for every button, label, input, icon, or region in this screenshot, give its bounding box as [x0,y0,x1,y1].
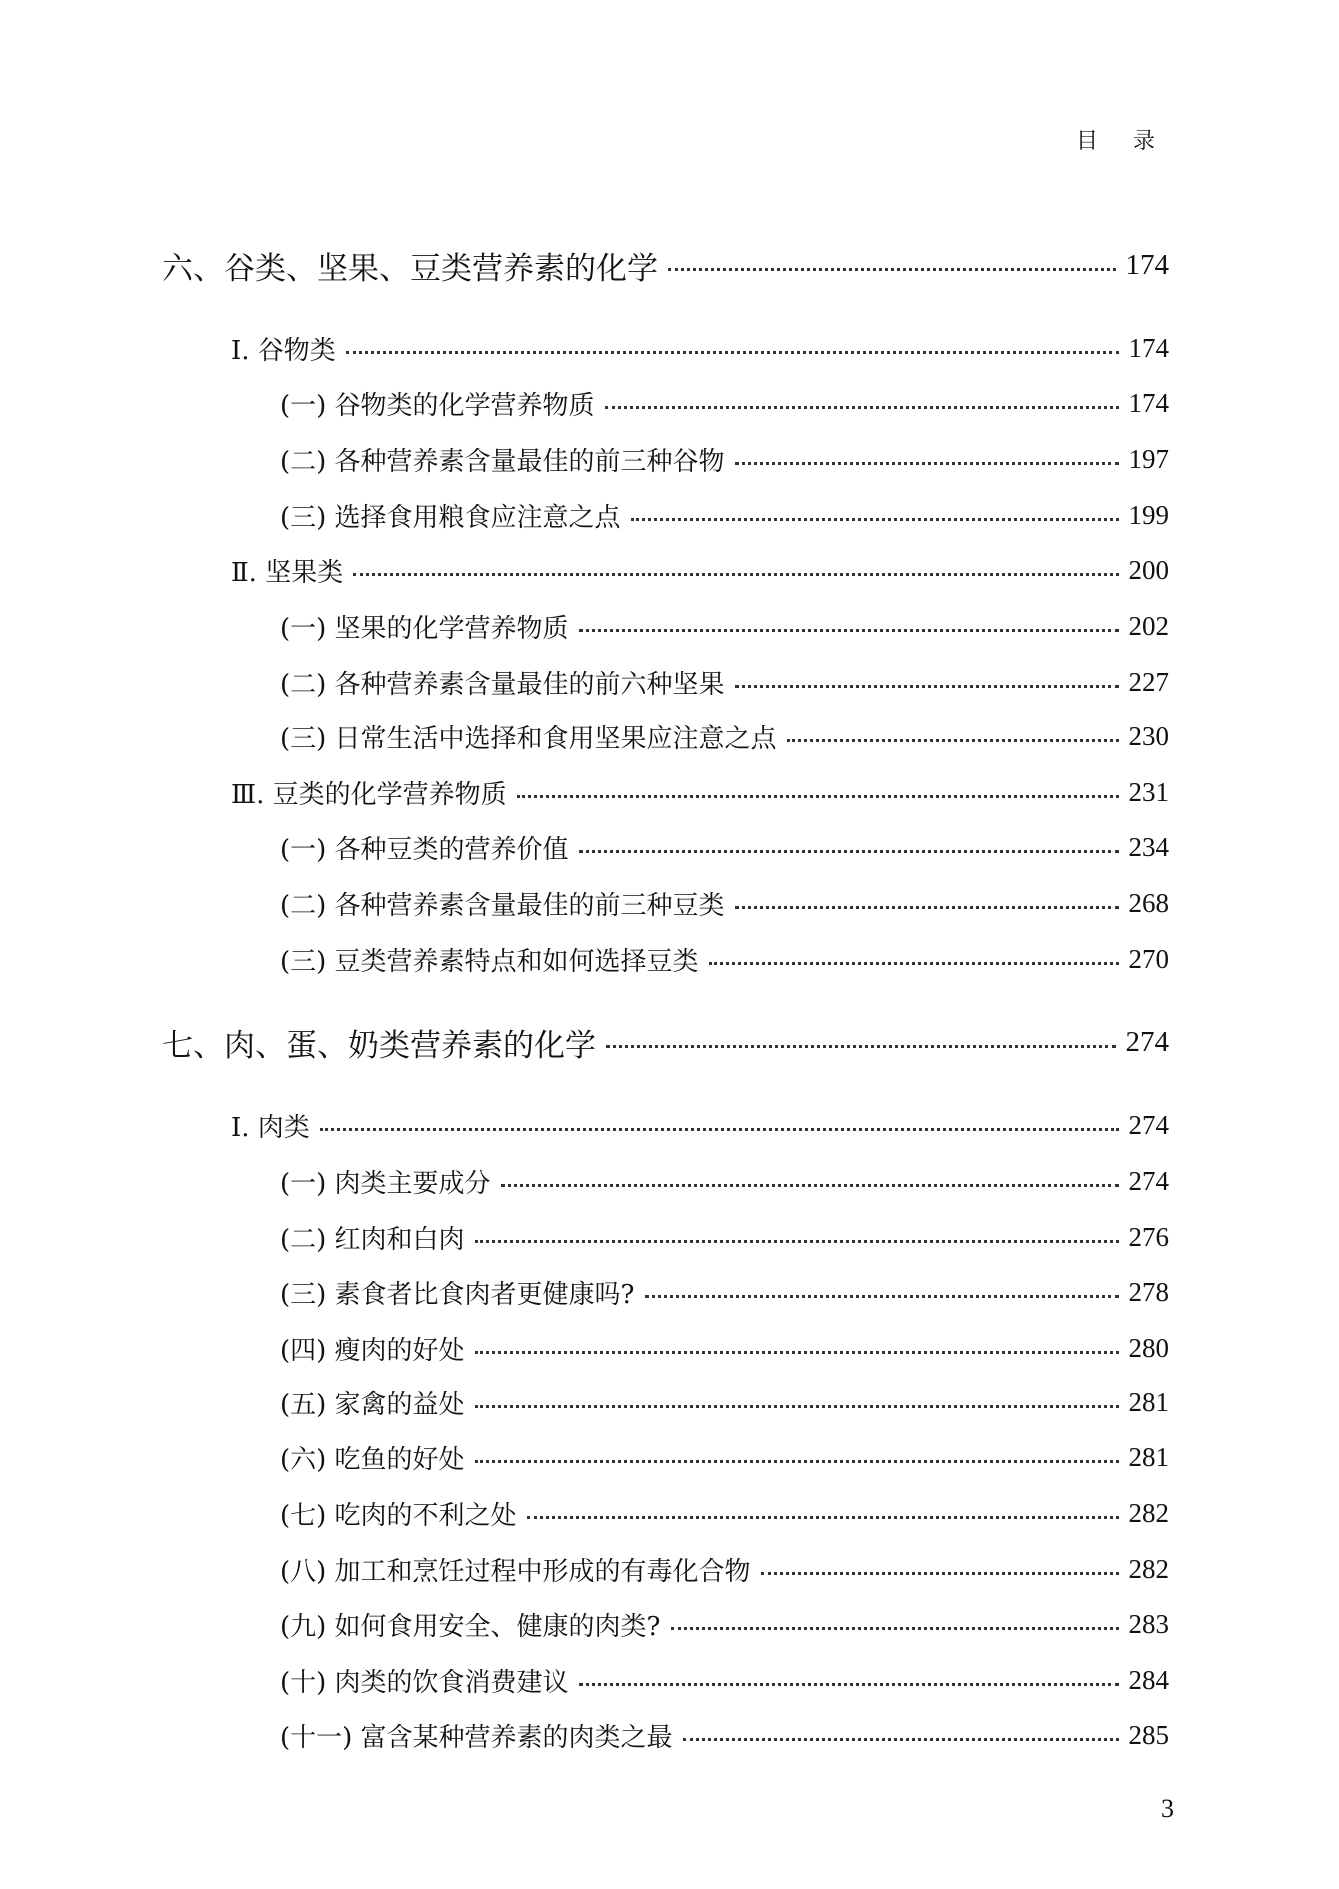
toc-subsection-entry[interactable] [280,662,1169,702]
dot-leader [735,906,1119,909]
toc-entry-page: 278 [1128,1276,1169,1307]
toc-subsection-entry[interactable] [280,1660,1169,1700]
toc-subsection-entry[interactable] [280,383,1169,423]
dot-leader [501,1184,1119,1187]
dot-leader [579,629,1119,632]
dot-leader [787,739,1119,742]
toc-entry-page: 197 [1128,443,1169,474]
toc-entry-title: (四) 瘦肉的好处 [280,1335,465,1366]
dot-leader [605,406,1119,409]
toc-entry-page: 282 [1128,1497,1169,1528]
toc-entry-title: Ⅰ. 谷物类 [231,335,336,366]
toc-subsection-entry[interactable] [280,1715,1169,1755]
toc-entry-page: 274 [1128,1165,1169,1196]
toc-entry-title: (九) 如何食用安全、健康的肉类? [280,1611,661,1642]
toc-subsection-entry[interactable] [280,1328,1169,1368]
dot-leader [579,1683,1119,1686]
toc-entry-page: 174 [1128,332,1169,363]
toc-entry-title: (二) 各种营养素含量最佳的前三种豆类 [280,890,725,921]
toc-entry-title: 七、肉、蛋、奶类营养素的化学 [162,1027,596,1064]
toc-entry-title: (七) 吃肉的不利之处 [280,1500,517,1531]
dot-leader [517,795,1119,798]
toc-entry-page: 231 [1128,776,1169,807]
toc-entry-page: 284 [1128,1664,1169,1695]
toc-entry-title: (六) 吃鱼的好处 [280,1444,465,1475]
toc-subsection-entry[interactable] [280,827,1169,867]
toc-chapter-entry[interactable] [162,245,1169,285]
toc-entry-page: 282 [1128,1553,1169,1584]
toc-entry-page: 281 [1128,1386,1169,1417]
toc-subsection-entry[interactable] [280,1493,1169,1533]
toc-subsection-entry[interactable] [280,1604,1169,1644]
toc-entry-page: 283 [1128,1608,1169,1639]
toc-entry-page: 199 [1128,499,1169,530]
running-header: 目 录 [1076,129,1169,154]
dot-leader [579,850,1119,853]
dot-leader [645,1295,1119,1298]
toc-entry-page: 281 [1128,1441,1169,1472]
toc-subsection-entry[interactable] [280,716,1169,756]
toc-subsection-entry[interactable] [280,939,1169,979]
dot-leader [668,268,1116,271]
toc-entry-title: Ⅱ. 坚果类 [231,557,344,588]
dot-leader [683,1738,1119,1741]
toc-entry-title: (二) 红肉和白肉 [280,1224,465,1255]
toc-entry-page: 230 [1128,720,1169,751]
dot-leader [631,518,1119,521]
toc-subsection-entry[interactable] [280,1272,1169,1312]
toc-entry-title: (一) 坚果的化学营养物质 [280,613,569,644]
toc-subsection-entry[interactable] [280,883,1169,923]
toc-entry-page: 227 [1128,666,1169,697]
dot-leader [527,1516,1119,1519]
dot-leader [709,962,1119,965]
dot-leader [475,1460,1119,1463]
toc-subsection-entry[interactable] [280,1437,1169,1477]
toc-entry-page: 174 [1128,387,1169,418]
toc-subsection-entry[interactable] [280,1549,1169,1589]
toc-entry-page: 285 [1128,1719,1169,1750]
toc-section-entry[interactable] [231,550,1169,590]
dot-leader [671,1627,1119,1630]
toc-entry-title: (三) 素食者比食肉者更健康吗? [280,1279,635,1310]
toc-entry-page: 174 [1125,248,1169,281]
toc-entry-page: 274 [1128,1109,1169,1140]
toc-entry-title: (十一) 富含某种营养素的肉类之最 [280,1722,673,1753]
toc-entry-page: 268 [1128,887,1169,918]
toc-entry-title: Ⅲ. 豆类的化学营养物质 [231,779,507,810]
dot-leader [346,351,1119,354]
toc-entry-title: (二) 各种营养素含量最佳的前三种谷物 [280,446,725,477]
toc-entry-title: Ⅰ. 肉类 [231,1112,310,1143]
toc-subsection-entry[interactable] [280,439,1169,479]
dot-leader [606,1045,1116,1048]
toc-subsection-entry[interactable] [280,1161,1169,1201]
toc-entry-page: 280 [1128,1332,1169,1363]
toc-entry-title: (八) 加工和烹饪过程中形成的有毒化合物 [280,1556,751,1587]
page-number: 3 [1161,1794,1174,1823]
toc-section-entry[interactable] [231,772,1169,812]
toc-entry-title: (一) 肉类主要成分 [280,1168,491,1199]
toc-subsection-entry[interactable] [280,1217,1169,1257]
dot-leader [353,573,1118,576]
toc-entry-page: 200 [1128,554,1169,585]
toc-entry-page: 234 [1128,831,1169,862]
dot-leader [475,1351,1119,1354]
toc-chapter-entry[interactable] [162,1022,1169,1062]
toc-entry-page: 274 [1125,1025,1169,1058]
toc-subsection-entry[interactable] [280,495,1169,535]
toc-entry-page: 270 [1128,943,1169,974]
dot-leader [475,1240,1119,1243]
toc-section-entry[interactable] [231,328,1169,368]
toc-entry-title: 六、谷类、坚果、豆类营养素的化学 [162,250,658,287]
toc-entry-title: (三) 日常生活中选择和食用坚果应注意之点 [280,723,777,754]
toc-entry-title: (一) 谷物类的化学营养物质 [280,390,595,421]
toc-subsection-entry[interactable] [280,606,1169,646]
dot-leader [735,462,1119,465]
toc-entry-page: 276 [1128,1221,1169,1252]
toc-entry-title: (三) 选择食用粮食应注意之点 [280,502,621,533]
toc-entry-title: (十) 肉类的饮食消费建议 [280,1667,569,1698]
dot-leader [735,685,1119,688]
toc-section-entry[interactable] [231,1105,1169,1145]
dot-leader [761,1572,1119,1575]
toc-entry-title: (三) 豆类营养素特点和如何选择豆类 [280,946,699,977]
dot-leader [320,1128,1119,1131]
toc-entry-title: (二) 各种营养素含量最佳的前六种坚果 [280,669,725,700]
toc-entry-title: (五) 家禽的益处 [280,1389,465,1420]
toc-entry-page: 202 [1128,610,1169,641]
dot-leader [475,1405,1119,1408]
toc-entry-title: (一) 各种豆类的营养价值 [280,834,569,865]
toc-subsection-entry[interactable] [280,1382,1169,1422]
